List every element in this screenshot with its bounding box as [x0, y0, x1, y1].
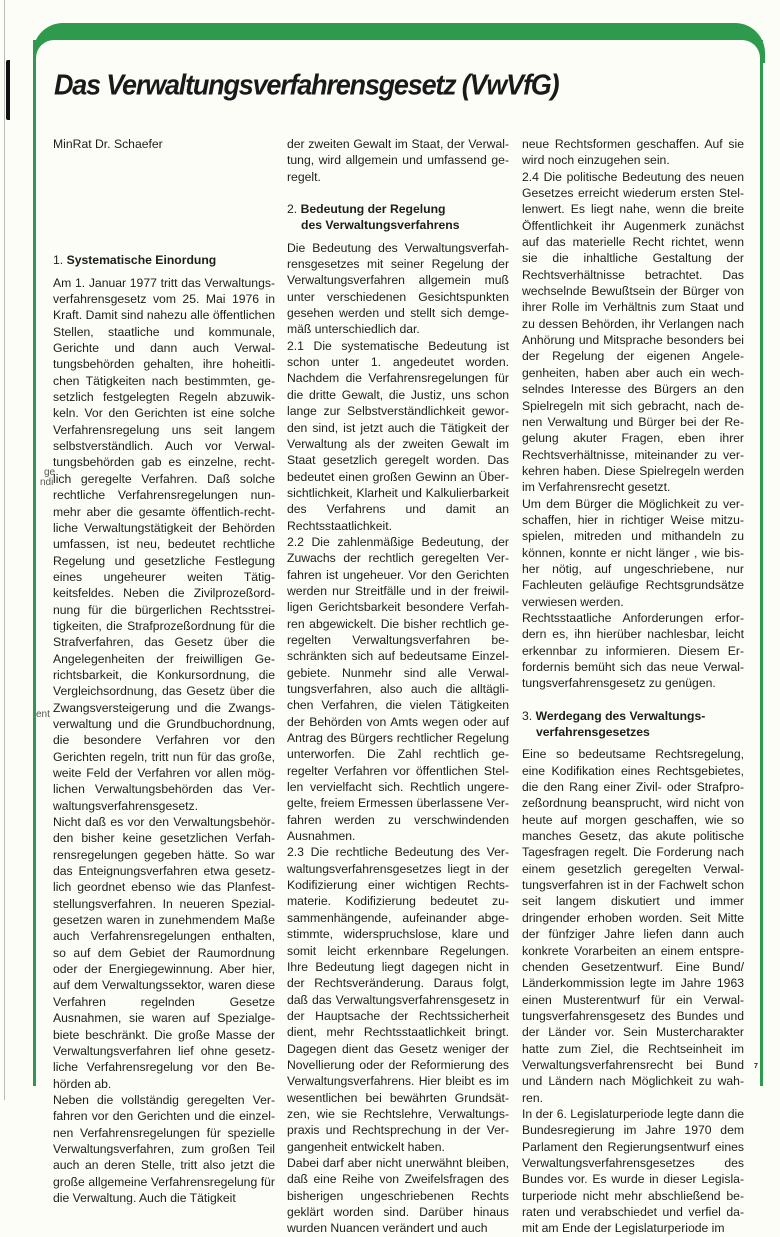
text-column-3 [522, 136, 744, 1237]
section-number: 1. [53, 253, 64, 268]
paragraph: Eine so bedeutsame Rechtsregelung, eine Kodifikation eines Rechtsgebietes, die den Rang einer Zivil- oder Strafprozeßordnung beansprucht, wird nicht von heute auf morgen geschaffen, wie so manches Gesetz, das akute politische Tagesfragen regelt. Die Forderung nach einem gesetzlich geregelten Verwaltungsverfahren ist in der Fachwelt schon seit langem diskutiert und immer dringender erhoben worden. Seit Mitte der fünfziger Jahre liefen dann auch konkrete Vorarbeiten an einem entsprechenden Gesetzentwurf. Eine Bund/ Länderkommission legte im Jahre 1963 einen Musterentwurf für ein Verwaltungsverfahrensgesetz des Bundes und der Länder vor. Sein Mustercharakter hatte zum Ziel, die Rechtseinheit im Verwaltungsverfahrensrecht bei Bund und Ländern nach Möglichkeit zu wahren. [522, 747, 744, 1105]
paragraph: neue Rechtsformen geschaffen. Auf sie wird noch einzugehen sein. [522, 137, 744, 168]
section-heading-3 [522, 708, 744, 741]
paragraph: Die Bedeutung des Verwaltungsverfahrensgesetzes mit seiner Regelung der Verwaltungsverfahren allgemein muß unter verschiedenen Gesichtspunkten gesehen werden und stellt sich demgemäß unterschiedlich dar. [287, 240, 509, 337]
paragraph: Am 1. Januar 1977 tritt das Verwaltungsverfahrensgesetz vom 25. Mai 1976 in Kraft. Damit sind nahezu alle öffentlichen Stellen, staatliche und kommunale, Gerichte und dann auch Verwaltungsbehörden gehalten, ihre hoheitlichen Tätigkeiten nach bestimmten, gesetzlich festgelegten Regeln abzuwikkeln. Vor den Gerichten ist eine solche Verfahrensregelung uns seit langem selbstverständlich. Auch vor Verwaltungsbehörden gab es einzelne, rechtlich geregelte Verfahren. Daß solche rechtliche Verfahrensregelungen nunmehr aber die gesamte öffentlich-rechtliche Verwaltungstätigkeit der Behörden umfassen, ist neu, bedeutet rechtliche Regelung und gesetzliche Festlegung eines ungeheurer weiten Tätigkeitsfeldes. Neben die Zivilprozeßordnung für die bürgerlichen Rechtsstreitigkeiten, die Strafprozeßordnung für die Strafverfahren, das Gesetz über die Angelegenheiten der freiwilligen Gerichtsbarkeit, die Konkursordnung, die Vergleichsordnung, das Gesetz über die Zwangsversteigerung und die Zwangsverwaltung und die Grundbuchordnung, die besondere Verfahren vor den Gerichten regeln, tritt nun für das große, weite Feld der Verfahren vor allen möglichen Verwaltungsbehörden das Verwaltungsverfahrensgesetz. [53, 275, 275, 813]
section-title-line-2: des Verwaltungsverfahrens [301, 218, 460, 233]
paragraph: 2.1 Die systematische Bedeutung ist schon unter 1. angedeutet worden. Nachdem die Verfahrensregelungen für die dritte Gewalt, die Justiz, uns schon lange zur Selbstverständlichkeit geworden sind, ist jetzt auch die Tätigkeit der Verwaltung als der zweiten Gewalt im Staat gesetzlich geregelt worden. Das bedeutet einen großen Gewinn an Übersichtlichkeit, Klarheit und Kalkulierbarkeit des Verfahrens und damit an Rechtsstaatlichkeit. [287, 338, 509, 533]
paragraph: 2.2 Die zahlenmäßige Bedeutung, der Zuwachs der rechtlich geregelten Verfahren ist ungeheuer. Vor den Gerichten werden nur Streitfälle und in der freiwilligen Gerichtsbarkeit besondere Verfahren abgewickelt. Die bisher rechtlich geregelten Verwaltungsverfahren beschränkten sich auf bedeutsame Einzelgebiete. Nunmehr sind alle Verwaltungsverfahren, also auch die alltäglichen Verfahren, die vielen Tätigkeiten der Behörden von Amts wegen oder auf Antrag des Bürgers rechtlicher Regelung unterworfen. Die Zahl rechtlich geregelter Verfahren vor öffentlichen Stellen vervielfacht sich. Rechtlich ungeregelte, freiem Ermessen überlassene Verfahren werden zu verschwindenden Ausnahmen. [287, 534, 509, 844]
green-frame-left-rule [33, 40, 36, 1086]
paragraph: Um dem Bürger die Möglichkeit zu verschaffen, hier in richtiger Weise mitzuspielen, mitreden und mithandeln zu können, konnte er nicht länger , wie bisher nötig, auf ungeschriebene, nur Fachleuten geläufige Rechtsgrundsätze verwiesen werden. [522, 496, 744, 609]
paragraph: Neben die vollständig geregelten Verfahren vor den Gerichten und die einzelnen Verfahrensregelungen für spezielle Verwaltungsverfahren, zum großen Teil auch an deren Stelle, tritt also jetzt die große allgemeine Verfahrensregelung für die Verwaltung. Auch die Tätigkeit [53, 1092, 275, 1205]
author-byline: MinRat Dr. Schaefer [53, 137, 163, 151]
margin-bleed-note: ent [36, 709, 50, 720]
scan-binding-shadow [6, 60, 10, 120]
green-frame-right-rule [760, 40, 763, 1086]
paragraph: 2.4 Die politische Bedeutung des neuen Gesetzes erreicht wiederum ersten Stellenwert. Es liegt nahe, wenn die breite Öffentlichkeit ihr Augenmerk zunächst auf das materielle Recht richtet, wenn sie die inhaltliche Gestaltung der Rechtsverhältnisse betrachtet. Das wechselnde Bewußtsein der Bürger von ihrer Rolle im Verhältnis zum Staat und zu dessen Behörden, ihr Verlangen nach Anhörung und Mitsprache besonders bei der Regelung der eigenen Angelegenheiten, haben aber auch ein wechselndes Interesse des Bürgers an den Spielregeln mit sich gebracht, nach denen Verwaltung und Bürger bei der Regelung akuter Fragen, eben ihrer Rechtsverhältnisse, miteinander zu verkehren haben. Diese Spielregeln werden im Verfahrensrecht gesetzt. [522, 169, 744, 495]
margin-bleed-note: ndi [40, 477, 54, 488]
section-number: 3. [522, 708, 533, 723]
article-title: Das Verwaltungsverfahrensgesetz (VwVfG) [54, 69, 559, 101]
section-title-line-1: Bedeutung der Regelung [300, 202, 446, 217]
section-heading-2 [287, 201, 509, 234]
page-number: 7 [754, 1063, 758, 1070]
scan-edge-line [4, 0, 5, 1100]
section-title: Systematische Einordung [66, 253, 217, 268]
text-column-1 [53, 136, 275, 1206]
paragraph: 2.3 Die rechtliche Bedeutung des Verwaltungsverfahrensgesetzes liegt in der Kodifizierung einer wichtigen Rechtsmaterie. Kodifizierung bedeutet zusammenhängende, aufeinander abgestimmte, widerspruchslose, klare und somit leicht erkennbare Regelungen. Ihre Bedeutung liegt dagegen nicht in der Rechtsveränderung. Daraus folgt, daß das Verwaltungsverfahrensgesetz in der Hauptsache der Rechtssicherheit dient, mehr Rechtsstaatlichkeit bringt. Dagegen dient das Gesetz weniger der Novellierung oder der Reformierung des Verwaltungsverfahrens. Hier bleibt es im wesentlichen bei bewährten Grundsätzen, wie sie Rechtslehre, Verwaltungspraxis und Rechtsprechung in der Vergangenheit entwickelt haben. [287, 845, 509, 1154]
section-heading-1 [53, 252, 275, 268]
section-title-line-2: verfahrensgesetzes [536, 725, 650, 740]
text-column-2 [287, 136, 509, 1237]
paragraph: In der 6. Legislaturperiode legte dann die Bundesregierung im Jahre 1970 dem Parlament den Regierungsentwurf eines Verwaltungsverfahrensgesetzes des Bundes vor. Es wurde in dieser Legislaturperiode nicht mehr abschließend beraten und verabschiedet und verfiel damit am Ende der Legislaturperiode im [522, 1106, 744, 1236]
paragraph: der zweiten Gewalt im Staat, der Verwaltung, wird allgemein und umfassend geregelt. [287, 137, 509, 184]
section-number: 2. [287, 202, 298, 217]
paragraph: Rechtsstaatliche Anforderungen erfordern es, ihn hierüber nachlesbar, leicht erkennbar zu informieren. Diesem Erfordernis bemüht sich das neue Verwaltungsverfahrensgesetz zu genügen. [522, 610, 744, 691]
paragraph: Dabei darf aber nicht unerwähnt bleiben, daß eine Reihe von Zweifelsfragen des bisherigen ungeschriebenen Rechts geklärt worden sind. Darüber hinaus wurden Nuancen verändert und auch [287, 1155, 509, 1236]
margin-bleed-note: ge [44, 467, 56, 478]
paragraph: Nicht daß es vor den Verwaltungsbehörden bisher keine gesetzlichen Verfahrensregelungen gegeben hätte. So war das Enteignungsverfahren etwa gesetzlich geordnet ebenso wie das Planfeststellungsverfahren. In neueren Spezialgesetzen waren in zunehmendem Maße auch Verfahrensregelungen enthalten, so auf dem Gebiet der Raumordnung oder der Energiegewinnung. Aber hier, auf dem Verwaltungssektor, waren diese Verfahren regelnden Gesetze Ausnahmen, sie waren auf Spezialgebiete beschränkt. Die große Masse der Verwaltungsverfahren lief ohne gesetzliche Verfahrensregelung vor den Behörden ab. [53, 815, 275, 1091]
section-title-line-1: Werdegang des Verwaltungs- [535, 708, 706, 723]
